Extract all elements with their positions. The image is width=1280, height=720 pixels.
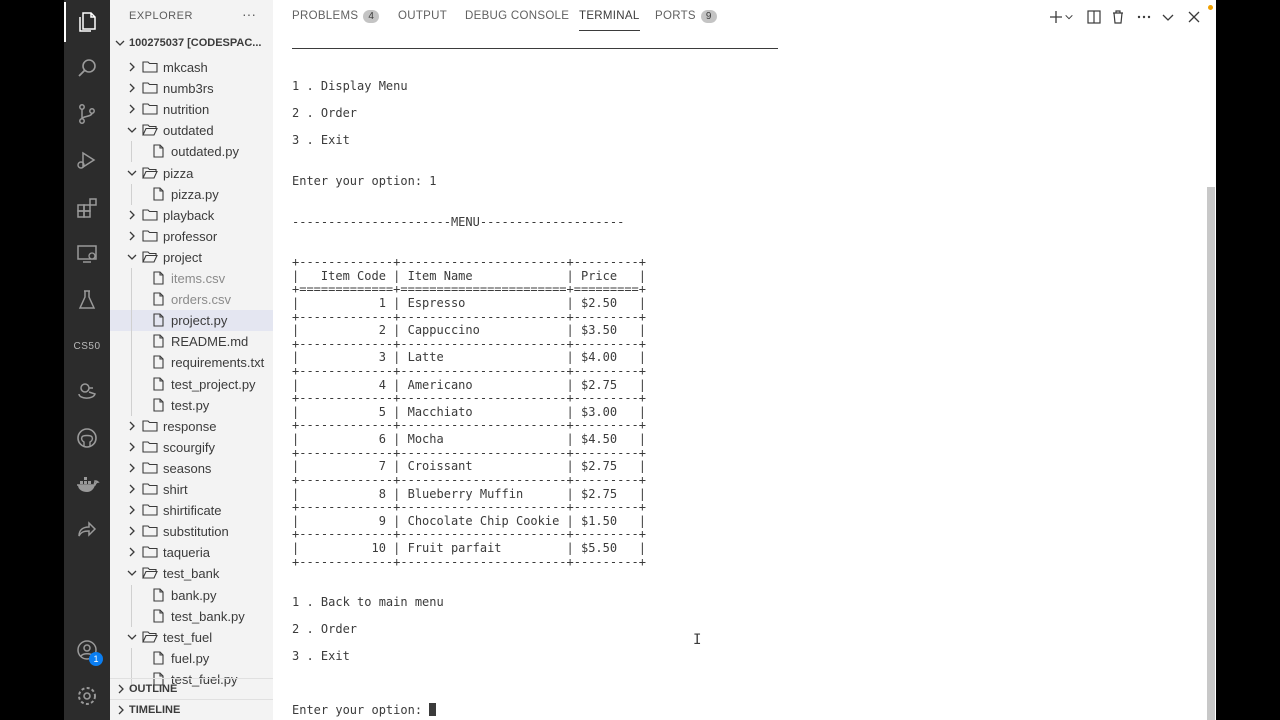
- chevron-right-icon: [126, 503, 138, 517]
- chevron-right-icon: [116, 684, 126, 697]
- terminal-line: 1 . Display Menu: [292, 79, 408, 93]
- chevron-down-icon: [126, 123, 138, 137]
- terminal-line: +-------------+-----------------------+---------+: [292, 391, 647, 405]
- file-fuel-py[interactable]: [110, 648, 273, 669]
- tree-item-label: orders.csv: [171, 292, 231, 308]
- terminal-output[interactable]: [292, 36, 1192, 720]
- folder-shirt[interactable]: [110, 479, 273, 500]
- tree-item-label: pizza.py: [171, 186, 219, 202]
- terminal-line: 3 . Exit: [292, 133, 350, 147]
- folder-pizza[interactable]: [110, 163, 273, 184]
- tree-item-label: test_fuel.py: [171, 671, 238, 687]
- terminal-line: ----------------------MENU--------------------: [292, 215, 625, 229]
- terminal-line: 2 . Order: [292, 622, 358, 636]
- github-icon[interactable]: [64, 418, 110, 458]
- tree-item-label: response: [163, 418, 217, 434]
- tree-item-label: taqueria: [163, 545, 210, 561]
- duck-icon[interactable]: [64, 372, 110, 412]
- tab-debug-console[interactable]: DEBUG CONSOLE: [465, 10, 570, 22]
- file-icon: [150, 271, 166, 285]
- terminal-line: +-------------+-----------------------+---------+: [292, 255, 647, 269]
- folder-scourgify[interactable]: [110, 437, 273, 458]
- ports-count-badge: 9: [701, 10, 717, 23]
- file-test-py[interactable]: [110, 395, 273, 416]
- tree-item-label: test_project.py: [171, 376, 256, 392]
- file-icon: [150, 144, 166, 158]
- terminal-line: +-------------+-----------------------+---------+: [292, 337, 647, 351]
- cs50-icon[interactable]: CS50: [73, 340, 101, 352]
- left-bezel: [0, 0, 64, 720]
- terminal-line: +-------------+-----------------------+---------+: [292, 364, 647, 378]
- tree-item-label: test_fuel: [163, 629, 213, 645]
- chevron-right-icon: [126, 440, 138, 454]
- tab-terminal[interactable]: TERMINAL: [579, 10, 640, 31]
- terminal-line: | 5 | Macchiato | $3.00 |: [292, 405, 647, 419]
- terminal-line: +-------------+-----------------------+---------+: [292, 310, 647, 324]
- tree-item-label: substitution: [163, 524, 229, 540]
- file-pizza-py[interactable]: [110, 184, 273, 205]
- terminal-line: | 1 | Espresso | $2.50 |: [292, 296, 647, 310]
- live-share-icon[interactable]: [64, 510, 110, 550]
- file-items-csv[interactable]: [110, 268, 273, 289]
- explorer-sidebar: [110, 0, 274, 720]
- chevron-right-icon: [126, 419, 138, 433]
- problems-count-badge: 4: [363, 10, 379, 23]
- chevron-right-icon: [126, 208, 138, 222]
- close-icon[interactable]: [1185, 8, 1203, 26]
- chevron-right-icon: [126, 229, 138, 243]
- indent-guide: [131, 184, 132, 205]
- panel-tabs: [273, 0, 1216, 34]
- terminal-line: +-------------+-----------------------+---------+: [292, 500, 647, 514]
- terminal-line: +-------------+-----------------------+---------+: [292, 473, 647, 487]
- file-orders-csv[interactable]: [110, 289, 273, 310]
- file-requirements-txt[interactable]: [110, 352, 273, 373]
- run-debug-icon[interactable]: [64, 140, 110, 180]
- chevron-down-icon: [126, 630, 138, 644]
- folder-icon: [142, 461, 158, 475]
- tree-item-label: shirt: [163, 482, 188, 497]
- terminal-cursor: [429, 703, 436, 716]
- tree-item-label: project.py: [171, 313, 228, 329]
- tree-item-label: seasons: [163, 460, 212, 476]
- folder-playback[interactable]: [110, 205, 273, 226]
- tree-item-label: playback: [163, 207, 215, 223]
- folder-icon: [142, 419, 158, 433]
- terminal-line: Enter your option:: [292, 703, 436, 717]
- folder-professor[interactable]: [110, 226, 273, 247]
- indent-guide: [131, 585, 132, 627]
- folder-icon: [142, 524, 158, 538]
- more-actions-icon[interactable]: [1135, 8, 1153, 26]
- tree-item-label: numb3rs: [163, 81, 214, 97]
- folder-substitution[interactable]: [110, 521, 273, 542]
- terminal-line: | 3 | Latte | $4.00 |: [292, 350, 647, 364]
- terminal-line: 2 . Order: [292, 106, 358, 120]
- terminal-line: +-------------+-----------------------+---------+: [292, 527, 647, 541]
- outline-section[interactable]: OUTLINE: [110, 678, 273, 699]
- terminal-line: +-------------+-----------------------+---------+: [292, 555, 647, 569]
- folder-seasons[interactable]: [110, 458, 273, 479]
- split-terminal-icon[interactable]: [1085, 8, 1103, 26]
- tree-item-label: outdated.py: [171, 144, 239, 160]
- trash-icon[interactable]: [1109, 8, 1127, 26]
- folder-icon: [142, 503, 158, 517]
- tab-problems[interactable]: PROBLEMS 4: [292, 10, 379, 30]
- folder-open-icon: [142, 166, 158, 180]
- folder-taqueria[interactable]: [110, 542, 273, 563]
- source-control-icon[interactable]: [64, 94, 110, 134]
- terminal-line: +-------------+-----------------------+---------+: [292, 446, 647, 460]
- tree-item-label: shirtificate: [163, 503, 222, 519]
- terminal-line: | 4 | Americano | $2.75 |: [292, 378, 647, 392]
- chevron-right-icon: [126, 81, 138, 95]
- file-icon: [150, 292, 166, 306]
- folder-project[interactable]: [110, 247, 273, 268]
- search-icon[interactable]: [64, 48, 110, 88]
- tree-item-label: requirements.txt: [171, 355, 265, 371]
- chevron-down-icon[interactable]: [1063, 8, 1075, 26]
- file-icon: [150, 398, 166, 412]
- chevron-right-icon: [126, 524, 138, 538]
- activity-bar: [64, 0, 110, 720]
- indent-guide: [131, 268, 132, 416]
- chevron-right-icon: [126, 461, 138, 475]
- terminal-line: 3 . Exit: [292, 649, 350, 663]
- tree-item-label: test_bank.py: [171, 608, 245, 624]
- gear-icon[interactable]: [64, 676, 110, 716]
- tree-item-label: pizza: [163, 165, 194, 181]
- file-icon: [150, 651, 166, 665]
- folder-icon: [142, 60, 158, 74]
- folder-open-icon: [142, 566, 158, 580]
- file-icon: [150, 609, 166, 623]
- folder-outdated[interactable]: [110, 120, 273, 141]
- terminal-line: | Item Code | Item Name | Price |: [292, 269, 647, 283]
- folder-test-bank[interactable]: [110, 563, 273, 584]
- explorer-icon[interactable]: [64, 2, 110, 42]
- terminal-line: | 9 | Chocolate Chip Cookie | $1.50 |: [292, 514, 647, 528]
- tree-item-label: test.py: [171, 397, 210, 413]
- file-outdated-py[interactable]: [110, 141, 273, 162]
- remote-explorer-icon[interactable]: [64, 234, 110, 274]
- terminal-line: Enter your option: 1: [292, 174, 437, 188]
- chevron-down-icon: [126, 166, 138, 180]
- terminal-line: 1 . Back to main menu: [292, 595, 444, 609]
- file-test-project-py[interactable]: [110, 374, 273, 395]
- tree-item-label: README.md: [171, 334, 249, 350]
- notification-dot: [1208, 5, 1213, 10]
- chevron-down-icon: [126, 566, 138, 580]
- terminal-line: | 10 | Fruit parfait | $5.50 |: [292, 541, 647, 555]
- file-icon: [150, 355, 166, 369]
- folder-icon: [142, 229, 158, 243]
- tree-item-label: professor: [163, 228, 218, 244]
- chevron-right-icon: [116, 705, 126, 718]
- terminal-scrollbar[interactable]: [1207, 187, 1215, 720]
- tree-item-label: fuel.py: [171, 650, 210, 666]
- folder-icon: [142, 81, 158, 95]
- workspace-root[interactable]: 100275037 [CODESPAC...: [110, 36, 273, 52]
- tree-item-label: items.csv: [171, 271, 226, 286]
- terminal-line: | 8 | Blueberry Muffin | $2.75 |: [292, 487, 647, 501]
- extensions-icon[interactable]: [64, 188, 110, 228]
- docker-icon[interactable]: [64, 464, 110, 504]
- chevron-down-icon: [114, 36, 126, 53]
- file-bank-py[interactable]: [110, 585, 273, 606]
- folder-mkcash[interactable]: [110, 57, 273, 78]
- folder-icon: [142, 208, 158, 222]
- tab-output[interactable]: OUTPUT: [398, 10, 448, 22]
- terminal-line: | 6 | Mocha | $4.50 |: [292, 432, 647, 446]
- file-tree: [110, 57, 273, 687]
- text-cursor-icon: I: [693, 632, 702, 648]
- chevron-down-icon: [126, 250, 138, 264]
- file-icon: [150, 377, 166, 391]
- testing-icon[interactable]: [64, 280, 110, 320]
- terminal-line: +-------------+-----------------------+---------+: [292, 418, 647, 432]
- tree-item-label: test_bank: [163, 566, 220, 582]
- maximize-panel-icon[interactable]: [1159, 8, 1177, 26]
- separator-line: [292, 48, 778, 49]
- folder-icon: [142, 440, 158, 454]
- tree-item-label: nutrition: [163, 102, 210, 118]
- terminal-line: | 7 | Croissant | $2.75 |: [292, 459, 647, 473]
- tree-item-label: bank.py: [171, 587, 217, 603]
- folder-icon: [142, 102, 158, 116]
- folder-icon: [142, 545, 158, 559]
- folder-open-icon: [142, 123, 158, 137]
- terminal-line: | 2 | Cappuccino | $3.50 |: [292, 323, 647, 337]
- chevron-right-icon: [126, 60, 138, 74]
- folder-open-icon: [142, 630, 158, 644]
- tree-item-label: project: [163, 249, 203, 265]
- folder-response[interactable]: [110, 416, 273, 437]
- tab-ports[interactable]: PORTS 9: [655, 10, 717, 30]
- folder-nutrition[interactable]: [110, 99, 273, 120]
- file-readme-md[interactable]: [110, 331, 273, 352]
- more-actions-icon[interactable]: ···: [242, 6, 256, 22]
- terminal-panel: [273, 0, 1216, 720]
- chevron-right-icon: [126, 102, 138, 116]
- folder-open-icon: [142, 250, 158, 264]
- file-icon: [150, 313, 166, 327]
- chevron-right-icon: [126, 482, 138, 496]
- sidebar-title: EXPLORER: [129, 10, 193, 22]
- file-test-bank-py[interactable]: [110, 606, 273, 627]
- file-icon: [150, 588, 166, 602]
- file-icon: [150, 334, 166, 348]
- tree-item-label: mkcash: [163, 60, 208, 75]
- folder-numb3rs[interactable]: [110, 78, 273, 99]
- right-bezel: [1216, 0, 1280, 720]
- accounts-badge: 1: [89, 652, 103, 666]
- terminal-line: +=============+=======================+=========+: [292, 282, 647, 296]
- file-icon: [150, 187, 166, 201]
- chevron-right-icon: [126, 545, 138, 559]
- folder-shirtificate[interactable]: [110, 500, 273, 521]
- tree-item-label: outdated: [163, 123, 214, 139]
- accounts-icon[interactable]: [64, 630, 110, 670]
- indent-guide: [131, 141, 132, 162]
- folder-test-fuel[interactable]: [110, 627, 273, 648]
- tree-item-label: scourgify: [163, 439, 216, 455]
- folder-icon: [142, 482, 158, 496]
- timeline-section[interactable]: TIMELINE: [110, 699, 273, 720]
- file-project-py[interactable]: [110, 310, 273, 331]
